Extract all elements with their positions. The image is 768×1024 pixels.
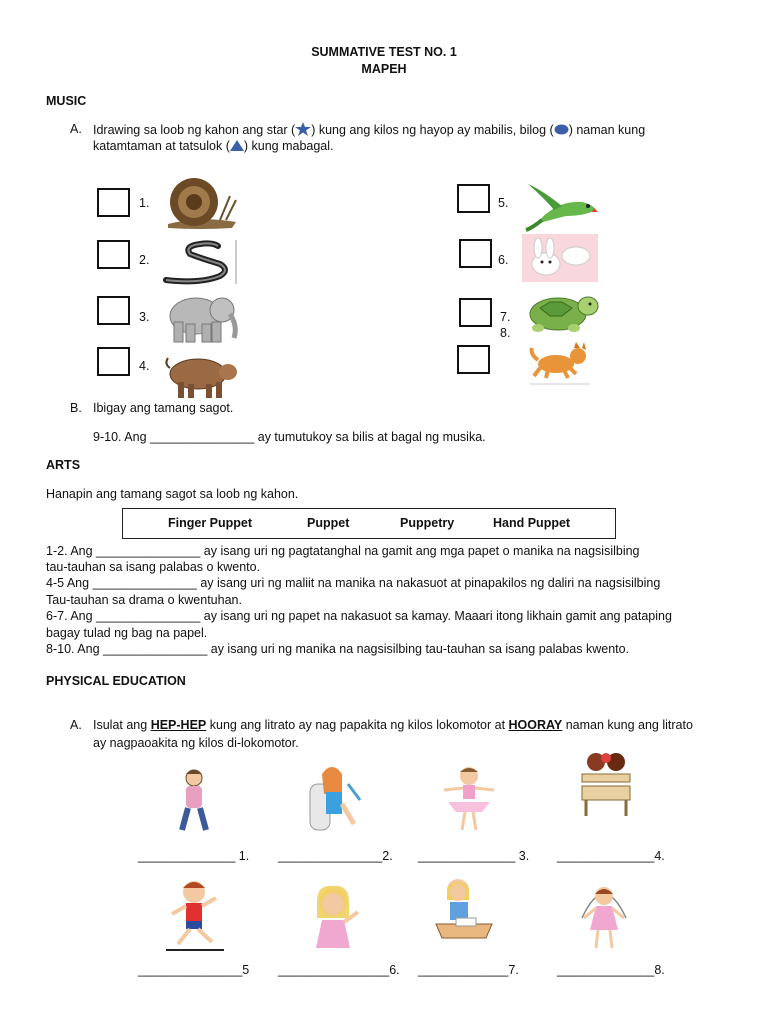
music-part-a-instruction: Idrawing sa loob ng kahon ang star ( ) kung ang kilos ng hayop ay mabilis, bilog ( ) naman kung — [93, 123, 646, 137]
item-number-1: 1. — [139, 196, 150, 210]
hep-hep-keyword: HEP-HEP — [150, 718, 207, 732]
snake-image — [160, 236, 240, 289]
pe-answer-3: ______________ 3. — [418, 849, 530, 863]
waving-girl-image — [304, 882, 362, 955]
arts-question-4-5: 4-5 Ang _______________ ay isang uri ng maliit na manika na nakasuot at pinapakilos ng daliri na nagsisilbing — [46, 576, 661, 590]
answer-box-5[interactable] — [457, 184, 490, 213]
choice-hand-puppet: Hand Puppet — [493, 516, 571, 530]
circle-icon — [554, 124, 569, 138]
music-heading: MUSIC — [46, 94, 87, 108]
ballerina-image — [440, 764, 498, 837]
pe-answer-2: _______________2. — [278, 849, 393, 863]
pig-image — [164, 350, 238, 403]
item-number-7: 7. — [500, 310, 511, 324]
arts-question-6-7-cont: bagay tulad ng bag na papel. — [46, 626, 208, 640]
arts-question-4-5-cont: Tau-tauhan sa drama o kwentuhan. — [46, 593, 242, 607]
turtle-image — [522, 290, 602, 337]
pe-part-a-letter: A. — [70, 718, 82, 732]
star-icon — [295, 122, 311, 139]
item-number-8: 8. — [500, 326, 511, 340]
arts-question-8-10: 8-10. Ang _______________ ay isang uri ng manika na nagsisilbing tau-tauhan sa isang palabas kwento. — [46, 642, 630, 656]
writing-girl-image — [434, 876, 494, 949]
running-boy-image — [166, 878, 224, 955]
answer-box-4[interactable] — [97, 347, 130, 376]
pe-answer-1: ______________ 1. — [138, 849, 250, 863]
dog-image — [526, 340, 594, 389]
arts-instruction: Hanapin ang tamang sagot sa loob ng kahon. — [46, 487, 299, 501]
pe-answer-6: ________________6. — [278, 963, 400, 977]
pe-answer-5: _______________5 — [138, 963, 250, 977]
choice-finger-puppet: Finger Puppet — [168, 516, 253, 530]
arts-question-6-7: 6-7. Ang _______________ ay isang uri ng papet na nakasuot sa kamay. Maaari itong likhain gamit ang pataping — [46, 609, 672, 623]
pe-answer-8: ______________8. — [557, 963, 665, 977]
answer-box-8[interactable] — [457, 345, 490, 374]
answer-box-3[interactable] — [97, 296, 130, 325]
item-number-4: 4. — [139, 359, 150, 373]
sitting-girl-image — [304, 764, 364, 837]
jump-rope-girl-image — [576, 878, 632, 955]
item-number-3: 3. — [139, 310, 150, 324]
test-title: SUMMATIVE TEST NO. 1 — [311, 45, 457, 59]
arts-heading: ARTS — [46, 458, 81, 472]
answer-box-1[interactable] — [97, 188, 130, 217]
pe-part-a-instruction: Isulat ang HEP-HEP kung ang litrato ay nag papakita ng kilos lokomotor at HOORAY naman kung ang litrato — [93, 718, 693, 732]
music-part-b-letter: B. — [70, 401, 82, 415]
item-number-6: 6. — [498, 253, 509, 267]
answer-box-7[interactable] — [459, 298, 492, 327]
item-number-5: 5. — [498, 196, 509, 210]
triangle-icon — [230, 140, 244, 154]
pe-answer-4: ______________4. — [557, 849, 665, 863]
arts-question-1-2-cont: tau-tauhan sa isang palabas o kwento. — [46, 560, 261, 574]
answer-box-2[interactable] — [97, 240, 130, 269]
music-part-a-instruction-2: katamtaman at tatsulok ( ) kung mabagal. — [93, 139, 334, 153]
hooray-keyword: HOORAY — [508, 718, 563, 732]
subject-title: MAPEH — [361, 62, 407, 76]
music-part-a-letter: A. — [70, 122, 82, 136]
item-number-2: 2. — [139, 253, 150, 267]
kids-on-bench-image — [578, 750, 634, 823]
choice-puppetry: Puppetry — [400, 516, 455, 530]
choice-puppet: Puppet — [307, 516, 350, 530]
pe-part-a-instruction-2: ay nagpaoakita ng kilos di-lokomotor. — [93, 736, 299, 750]
elephant-image — [164, 292, 240, 349]
music-part-b-instruction: Ibigay ang tamang sagot. — [93, 401, 234, 415]
music-question-9-10: 9-10. Ang _______________ ay tumutukoy sa bilis at bagal ng musika. — [93, 430, 486, 444]
word-bank-box — [122, 508, 616, 539]
answer-box-6[interactable] — [459, 239, 492, 268]
walking-boy-image — [176, 768, 212, 837]
rabbit-image — [522, 234, 598, 285]
pe-heading: PHYSICAL EDUCATION — [46, 674, 186, 688]
arts-question-1-2: 1-2. Ang _______________ ay isang uri ng pagtatanghal na gamit ang mga papet o manika na nagsisilbing — [46, 544, 640, 558]
parrot-image — [522, 180, 598, 235]
snail-image — [160, 176, 240, 235]
pe-answer-7: _____________7. — [418, 963, 519, 977]
